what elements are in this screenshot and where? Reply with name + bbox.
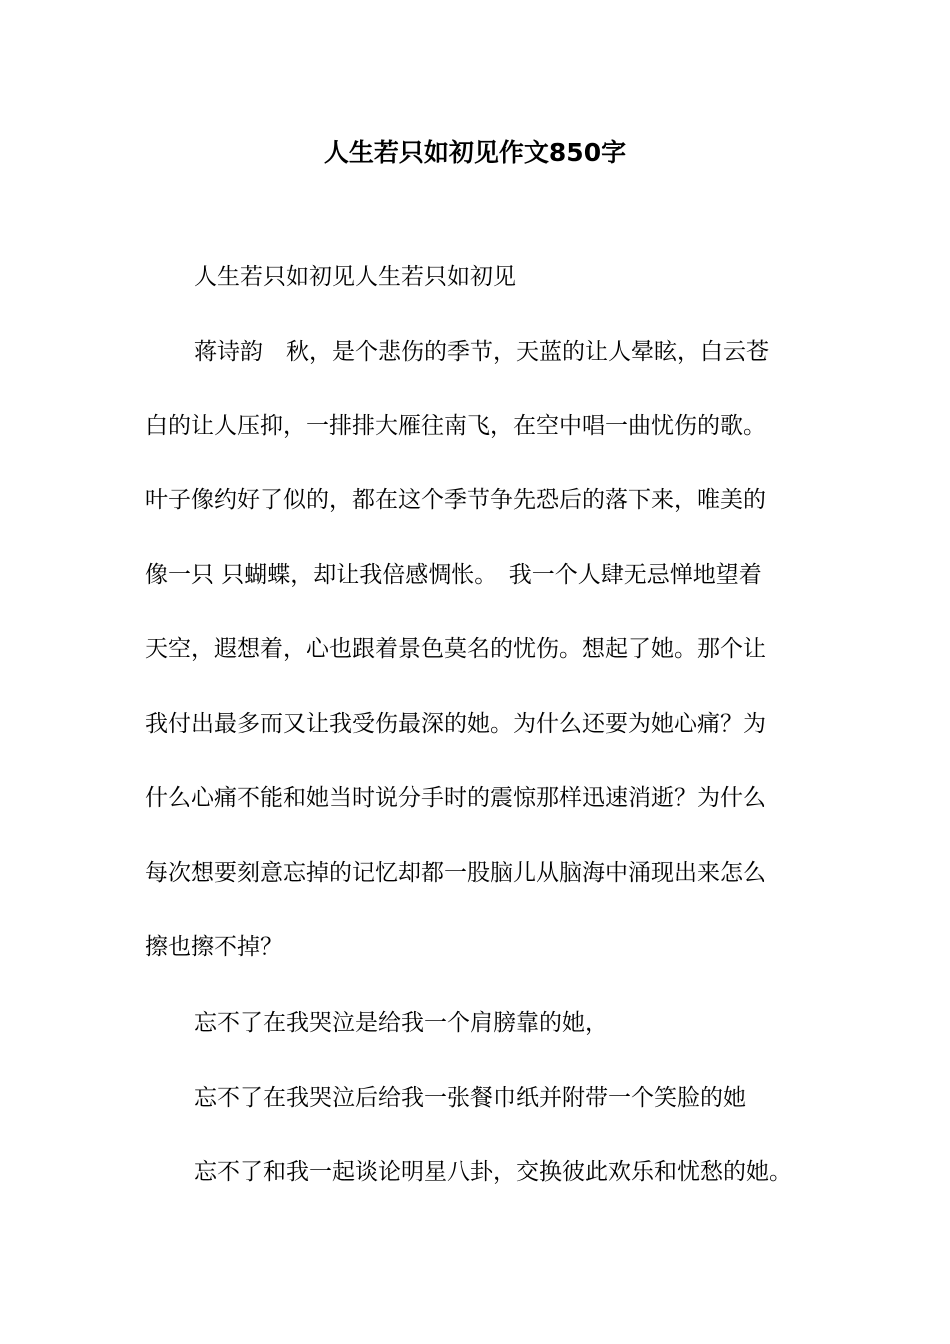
text-line: 像一只 只蝴蝶，却让我倍感惆怅。 我一个人肆无忌惮地望着 xyxy=(145,562,762,588)
text-line: 叶子像约好了似的，都在这个季节争先恐后的落下来，唯美的 xyxy=(145,487,766,513)
text-line: 擦也擦不掉？ xyxy=(145,934,283,960)
text-line: 我付出最多而又让我受伤最深的她。为什么还要为她心痛？为 xyxy=(145,711,766,737)
text-line: 忘不了在我哭泣是给我一个肩膀靠的她， xyxy=(194,1010,608,1036)
text-line: 白的让人压抑，一排排大雁往南飞，在空中唱一曲忧伤的歌。 xyxy=(145,413,766,439)
text-line: 什么心痛不能和她当时说分手时的震惊那样迅速消逝？为什么 xyxy=(145,785,766,811)
text-line: 每次想要刻意忘掉的记忆却都一股脑儿从脑海中涌现出来怎么 xyxy=(145,860,766,886)
text-line: 忘不了在我哭泣后给我一张餐巾纸并附带一个笑脸的她 xyxy=(194,1085,746,1111)
text-line: 忘不了和我一起谈论明星八卦，交换彼此欢乐和忧愁的她。 xyxy=(194,1159,792,1185)
text-line: 蒋诗韵 秋，是个悲伤的季节，天蓝的让人晕眩，白云苍 xyxy=(194,339,769,365)
text-line: 人生若只如初见人生若只如初见 xyxy=(194,264,516,290)
page-title: 人生若只如初见作文850字 xyxy=(323,138,627,167)
text-line: 天空，遐想着，心也跟着景色莫名的忧伤。想起了她。那个让 xyxy=(145,636,766,662)
